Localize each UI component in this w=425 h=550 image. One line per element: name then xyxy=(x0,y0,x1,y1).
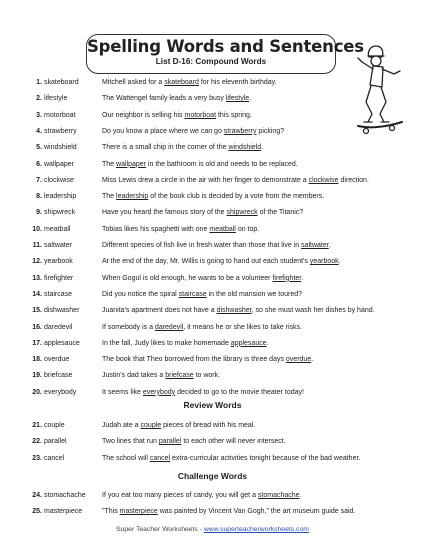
underlined-word: lifestyle xyxy=(225,95,250,103)
sentence-end: was painted by Vincent Van Gogh," the art museum guide said. xyxy=(157,508,356,516)
sentence-end: . xyxy=(338,258,341,266)
sentence-start: The school will xyxy=(102,454,150,462)
sentence-end: . xyxy=(328,242,331,249)
sentence-start: Mitchell asked for a xyxy=(102,79,165,86)
skateboarder-illustration xyxy=(354,40,408,140)
sentence-start: If you eat too many pieces of candy, you will get a xyxy=(102,492,258,499)
item-number: 17. xyxy=(32,339,42,347)
spelling-word: yearbook xyxy=(44,258,73,266)
sentence-start: The book that Theo borrowed from the library is three days xyxy=(102,356,286,364)
item-number: 4. xyxy=(36,127,42,135)
underlined-word: skateboard xyxy=(164,79,199,86)
underlined-word: daredevil xyxy=(154,323,184,331)
item-number: 20. xyxy=(32,388,42,396)
item-number: 12. xyxy=(32,258,42,266)
example-sentence xyxy=(102,338,269,349)
spelling-word: applesauce xyxy=(44,339,80,347)
sentence-end: . xyxy=(261,144,264,152)
item-number: 7. xyxy=(36,176,42,184)
underlined-word: firefighter xyxy=(272,274,302,282)
example-sentence xyxy=(102,126,284,137)
example-sentence xyxy=(102,110,252,121)
sentence-end: in the old mansion we toured? xyxy=(206,290,303,298)
example-sentence xyxy=(102,289,302,300)
sentence-start: The xyxy=(102,193,117,201)
item-number: 13. xyxy=(32,274,42,282)
footer-text: Super Teacher Worksheets - xyxy=(116,526,204,533)
underlined-word: strawberry xyxy=(223,127,257,135)
sentence-end: pieces of bread with his meal. xyxy=(161,422,256,429)
item-number: 15. xyxy=(32,307,42,315)
underlined-word: leadership xyxy=(116,193,149,201)
sentence-end: in the bathroom is old and needs to be replaced. xyxy=(145,160,298,168)
item-number: 1. xyxy=(36,79,42,86)
underlined-word: shipwreck xyxy=(226,209,258,217)
example-sentence xyxy=(102,370,220,381)
item-number: 2. xyxy=(36,95,42,103)
sentence-start: Different species of fish live in fresh water than those that live in xyxy=(102,242,302,249)
sentence-start: Our neighbor is selling his xyxy=(102,111,185,119)
sentence-end: . xyxy=(301,274,304,282)
spelling-word: skateboard xyxy=(44,79,79,86)
sentence-end: to work. xyxy=(193,372,221,380)
sentence-start: The Wattengel family leads a very busy xyxy=(102,95,226,103)
example-sentence xyxy=(102,322,302,333)
example-sentence xyxy=(102,191,324,202)
sentence-end: on top. xyxy=(235,225,260,233)
spelling-word: briefcase xyxy=(44,372,73,380)
example-sentence xyxy=(102,142,263,153)
sentence-end: decided to go to the movie theater today! xyxy=(175,388,304,396)
underlined-word: briefcase xyxy=(165,372,194,380)
sentence-end: . xyxy=(311,356,314,364)
sentence-end: picking? xyxy=(256,127,285,135)
item-number: 3. xyxy=(36,111,42,119)
item-number: 23. xyxy=(32,454,42,462)
example-sentence xyxy=(102,240,331,251)
underlined-word: cancel xyxy=(149,454,171,462)
spelling-word: dishwasher xyxy=(44,307,80,315)
underlined-word: saltwater xyxy=(301,242,329,249)
spelling-word: motorboat xyxy=(44,111,76,119)
underlined-word: motorboat xyxy=(184,111,217,119)
item-number: 5. xyxy=(36,144,42,152)
item-number: 21. xyxy=(32,422,42,429)
item-number: 22. xyxy=(32,438,42,446)
example-sentence xyxy=(102,224,259,235)
spelling-word: wallpaper xyxy=(44,160,74,168)
sentence-start: In the fall, Judy likes to make homemade xyxy=(102,339,231,347)
example-sentence xyxy=(102,273,303,284)
example-sentence xyxy=(102,354,313,365)
underlined-word: staircase xyxy=(178,290,207,298)
example-sentence xyxy=(102,305,375,316)
example-sentence xyxy=(102,93,251,104)
sentence-start: Justin's dad takes a xyxy=(102,372,166,380)
spelling-word: staircase xyxy=(44,290,73,298)
sentence-start: Miss Lewis drew a circle in the air with her finger to demonstrate a xyxy=(102,176,309,184)
underlined-word: everybody xyxy=(142,388,176,396)
spelling-word: meatball xyxy=(44,225,71,233)
underlined-word: clockwise xyxy=(308,176,339,184)
sentence-end: . xyxy=(249,95,252,103)
underlined-word: masterpiece xyxy=(119,508,158,516)
sentence-end: . xyxy=(299,492,302,499)
example-sentence xyxy=(102,490,302,501)
item-number: 24. xyxy=(32,492,42,499)
item-number: 25. xyxy=(32,508,42,516)
sentence-start: Do you know a place where we can go xyxy=(102,127,224,135)
footer-link[interactable]: www.superteacherworksheets.com xyxy=(203,526,309,533)
sentence-end: , it means he or she likes to take risks. xyxy=(183,323,303,331)
sentence-start: Did you notice the spiral xyxy=(102,290,179,298)
review-heading: Review Words xyxy=(183,400,242,410)
example-sentence xyxy=(102,387,304,398)
underlined-word: windshield xyxy=(228,144,262,152)
item-number: 11. xyxy=(32,242,42,249)
sentence-end: this spring. xyxy=(216,111,252,119)
spelling-word: overdue xyxy=(44,356,70,364)
spelling-word: clockwise xyxy=(44,176,74,184)
example-sentence xyxy=(102,159,298,170)
example-sentence xyxy=(102,436,286,447)
sentence-end: for his eleventh birthday. xyxy=(198,79,277,86)
page-subtitle: List D-16: Compound Words xyxy=(155,57,267,66)
spelling-word: parallel xyxy=(44,438,67,446)
sentence-end: direction. xyxy=(338,176,369,184)
sentence-end: extra-curricular activities tonight because of the bad weather. xyxy=(170,454,361,462)
spelling-word: leadership xyxy=(44,193,77,201)
item-number: 18. xyxy=(32,356,42,364)
title-box xyxy=(86,34,364,74)
item-number: 9. xyxy=(36,209,42,217)
underlined-word: applesauce xyxy=(230,339,267,347)
spelling-word: saltwater xyxy=(44,242,73,249)
page-title: Spelling Words and Sentences xyxy=(87,37,364,56)
underlined-word: wallpaper xyxy=(116,160,146,168)
spelling-word: everybody xyxy=(44,388,77,396)
example-sentence xyxy=(102,420,255,431)
spelling-word: daredevil xyxy=(44,323,73,331)
spelling-word: stomachache xyxy=(44,492,86,499)
spelling-word: couple xyxy=(44,422,65,429)
spelling-word: shipwreck xyxy=(44,209,76,217)
sentence-start: Judah ate a xyxy=(102,422,141,429)
sentence-end: , so she must wash her dishes by hand. xyxy=(251,307,375,315)
sentence-end: to each other will never intersect. xyxy=(181,438,286,446)
example-sentence xyxy=(102,207,303,218)
footer xyxy=(0,526,425,533)
underlined-word: couple xyxy=(140,422,162,429)
sentence-start: Two lines that run xyxy=(102,438,159,446)
example-sentence xyxy=(102,175,369,186)
example-sentence xyxy=(102,256,341,267)
underlined-word: stomachache xyxy=(257,492,300,499)
challenge-heading: Challenge Words xyxy=(177,471,248,481)
example-sentence xyxy=(102,453,360,464)
sentence-start: Juanita's apartment does not have a xyxy=(102,307,217,315)
item-number: 19. xyxy=(32,372,42,380)
item-number: 16. xyxy=(32,323,42,331)
sentence-end: . xyxy=(266,339,269,347)
example-sentence xyxy=(102,77,277,88)
item-number: 10. xyxy=(32,225,42,233)
item-number: 8. xyxy=(36,193,42,201)
sentence-start: Have you heard the famous story of the xyxy=(102,209,227,217)
sentence-start: When Gogul is old enough, he wants to be a volunteer xyxy=(102,274,273,282)
spelling-word: cancel xyxy=(44,454,65,462)
sentence-start: If somebody is a xyxy=(102,323,155,331)
underlined-word: yearbook xyxy=(309,258,339,266)
sentence-start: "This xyxy=(102,508,120,516)
underlined-word: overdue xyxy=(285,356,312,364)
sentence-end: of the book club is decided by a vote from the members. xyxy=(148,193,325,201)
underlined-word: meatball xyxy=(209,225,236,233)
item-number: 14. xyxy=(32,290,42,298)
item-number: 6. xyxy=(36,160,42,168)
spelling-word: masterpiece xyxy=(44,508,83,516)
underlined-word: parallel xyxy=(158,438,182,446)
sentence-start: There is a small chip in the corner of the xyxy=(102,144,229,152)
spelling-word: strawberry xyxy=(44,127,77,135)
sentence-start: Tobias likes his spaghetti with one xyxy=(102,225,210,233)
sentence-start: The xyxy=(102,160,117,168)
spelling-word: lifestyle xyxy=(44,95,68,103)
underlined-word: dishwasher xyxy=(216,307,252,315)
sentence-start: It seems like xyxy=(102,388,143,396)
spelling-word: firefighter xyxy=(44,274,74,282)
spelling-word: windshield xyxy=(44,144,77,152)
sentence-end: of the Titanic? xyxy=(257,209,304,217)
sentence-start: At the end of the day, Mr. Willis is going to hand out each student's xyxy=(102,258,310,266)
example-sentence xyxy=(102,506,355,517)
